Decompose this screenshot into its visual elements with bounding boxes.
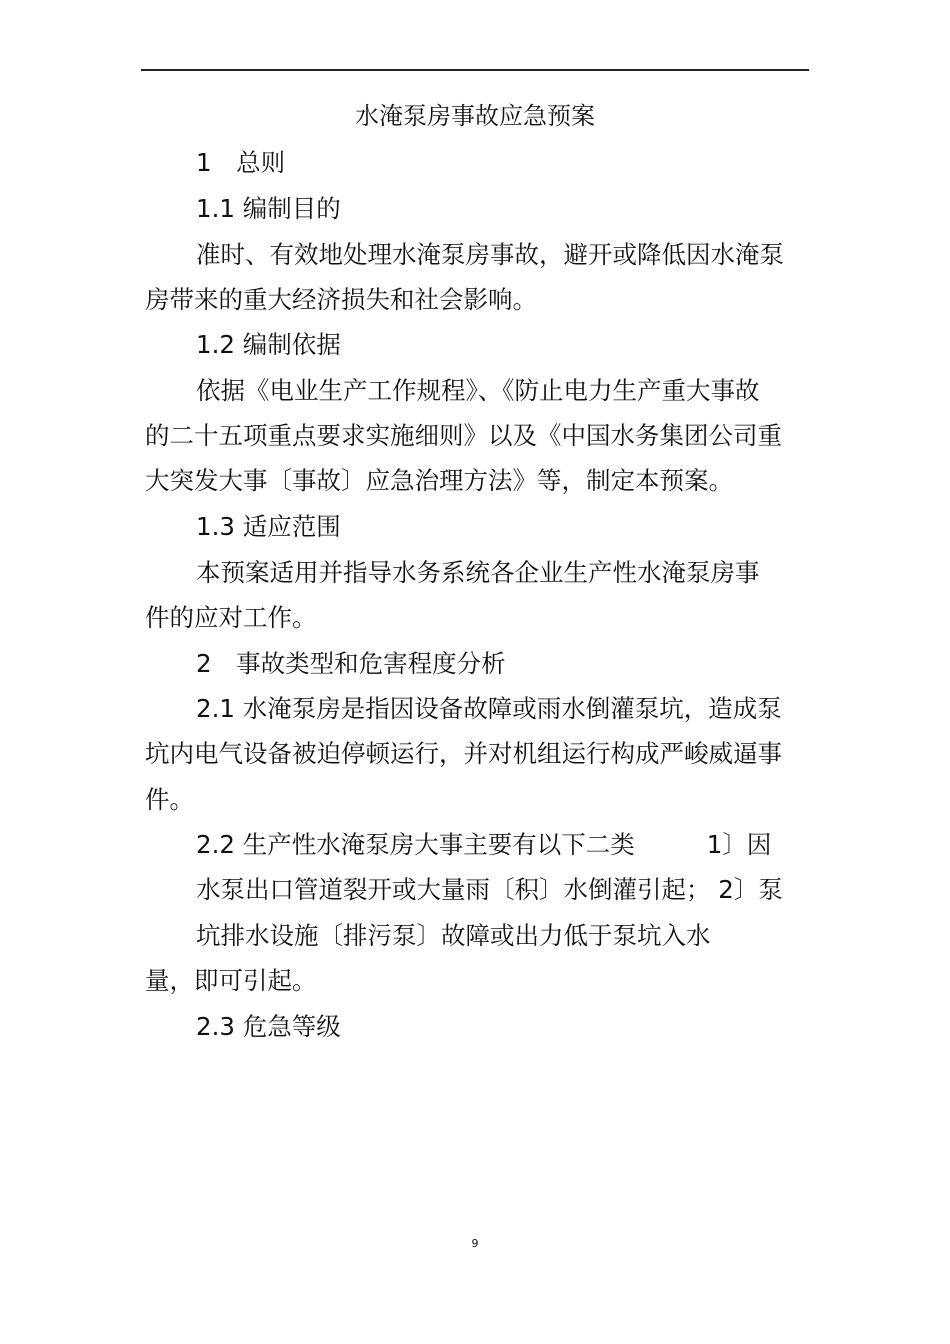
paragraph-line: 水泵出口管道裂开或大量雨〔积〕水倒灌引起； 2〕泵 [196, 875, 783, 904]
paragraph-line: 的二十五项重点要求实施细则》以及《中国水务集团公司重 [145, 421, 782, 450]
paragraph-line-part: 2.2 生产性水淹泵房大事主要有以下二类 [196, 830, 635, 859]
paragraph-line-part: 1〕因 [706, 830, 772, 859]
subsection-heading: 1.1 编制目的 [196, 194, 341, 223]
paragraph-line: 件的应对工作。 [145, 603, 317, 632]
paragraph-line: 依据《电业生产工作规程》、《防止电力生产重大事故 [196, 376, 760, 405]
subsection-heading: 2.3 危急等级 [196, 1012, 341, 1041]
paragraph-line: 本预案适用并指导水务系统各企业生产性水淹泵房事 [196, 558, 760, 587]
paragraph-line: 2.1 水淹泵房是指因设备故障或雨水倒灌泵坑，造成泵 [196, 694, 782, 723]
subsection-heading: 1.3 适应范围 [196, 512, 341, 541]
paragraph-line: 坑排水设施〔排污泵〕故障或出力低于泵坑入水 [196, 921, 711, 950]
paragraph-line: 准时、有效地处理水淹泵房事故，避开或降低因水淹泵 [196, 240, 784, 269]
paragraph-line: 件。 [145, 785, 194, 814]
paragraph-line [196, 827, 771, 863]
section-heading: 2 事故类型和危害程度分析 [196, 649, 506, 678]
subsection-heading: 1.2 编制依据 [196, 330, 341, 359]
page-number: 9 [471, 1237, 479, 1250]
header-rule [141, 69, 809, 71]
paragraph-line: 量，即可引起。 [145, 966, 317, 995]
paragraph-line: 大突发大事〔事故〕应急治理方法》等，制定本预案。 [145, 466, 733, 495]
document-title: 水淹泵房事故应急预案 [355, 102, 595, 130]
paragraph-line: 房带来的重大经济损失和社会影响。 [145, 285, 537, 314]
section-heading: 1 总则 [196, 148, 286, 177]
paragraph-line: 坑内电气设备被迫停顿运行，并对机组运行构成严峻威逼事 [145, 739, 782, 768]
